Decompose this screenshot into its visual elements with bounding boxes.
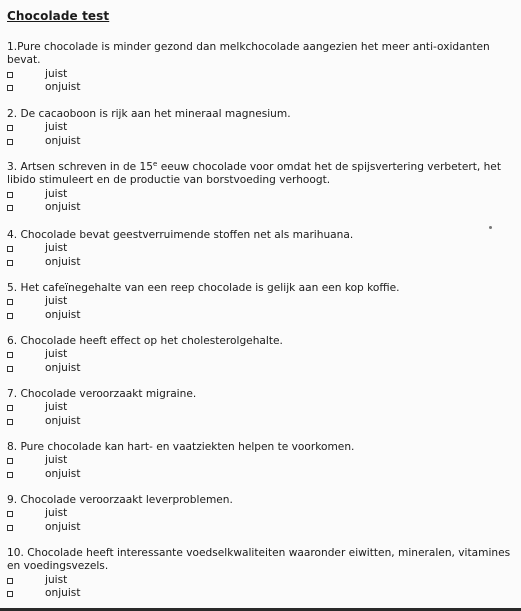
checkbox-icon[interactable] [7, 366, 13, 372]
option-label: juist [45, 67, 68, 80]
option-onjuist[interactable] [7, 256, 512, 269]
question-text: 9. Chocolade veroorzaakt leverproblemen. [7, 494, 233, 506]
question-1 [7, 41, 512, 95]
checkbox-icon[interactable] [7, 205, 13, 211]
option-label: onjuist [45, 255, 81, 268]
question-text: 2. De cacaoboon is rijk aan het mineraal magnesium. [7, 108, 291, 120]
option-label: juist [45, 242, 68, 255]
checkbox-icon[interactable] [7, 192, 13, 198]
question-8 [7, 441, 512, 481]
question-text: 4. Chocolade bevat geestverruimende stoffen net als marihuana. [7, 229, 354, 241]
checkbox-icon[interactable] [7, 72, 13, 78]
option-juist[interactable] [7, 401, 512, 414]
checkbox-icon[interactable] [7, 405, 13, 411]
checkbox-icon[interactable] [7, 472, 13, 478]
option-juist[interactable] [7, 188, 512, 201]
question-text: 5. Het cafeïnegehalte van een reep chocolade is gelijk aan een kop koffie. [7, 282, 400, 294]
option-label: onjuist [45, 587, 81, 600]
question-text: 1.Pure chocolade is minder gezond dan melkchocolade aangezien het meer anti-oxidanten bevat. [7, 41, 490, 67]
option-label: onjuist [45, 467, 81, 480]
option-onjuist[interactable] [7, 135, 512, 148]
option-label: onjuist [45, 134, 81, 147]
question-5 [7, 282, 512, 322]
option-juist[interactable] [7, 121, 512, 134]
checkbox-icon[interactable] [7, 419, 13, 425]
question-text: 10. Chocolade heeft interessante voedselkwaliteiten waaronder eiwitten, mineralen, vitamines en voedingsvezels. [7, 547, 511, 573]
option-onjuist[interactable] [7, 415, 512, 428]
option-label: juist [45, 121, 68, 134]
scan-speck [489, 226, 492, 229]
option-label: onjuist [45, 361, 81, 374]
option-label: juist [45, 348, 68, 361]
checkbox-icon[interactable] [7, 511, 13, 517]
question-text: 3. Artsen schreven in de 15e eeuw chocolade voor omdat het de spijsvertering verbetert, het libido stimuleert en de productie van borstvoeding verhoogt. [7, 160, 501, 187]
option-label: onjuist [45, 520, 81, 533]
question-7 [7, 388, 512, 428]
option-onjuist[interactable] [7, 521, 512, 534]
checkbox-icon[interactable] [7, 139, 13, 145]
checkbox-icon[interactable] [7, 260, 13, 266]
checkbox-icon[interactable] [7, 85, 13, 91]
option-juist[interactable] [7, 242, 512, 255]
question-text: 6. Chocolade heeft effect op het cholesterolgehalte. [7, 335, 283, 347]
option-onjuist[interactable] [7, 468, 512, 481]
option-onjuist[interactable] [7, 362, 512, 375]
option-onjuist[interactable] [7, 587, 512, 600]
checkbox-icon[interactable] [7, 578, 13, 584]
question-10 [7, 547, 512, 601]
option-juist[interactable] [7, 68, 512, 81]
checkbox-icon[interactable] [7, 458, 13, 464]
option-juist[interactable] [7, 574, 512, 587]
question-text: 8. Pure chocolade kan hart- en vaatziekten helpen te voorkomen. [7, 441, 355, 453]
option-label: juist [45, 295, 68, 308]
question-text: 7. Chocolade veroorzaakt migraine. [7, 388, 197, 400]
option-label: onjuist [45, 81, 81, 94]
option-juist[interactable] [7, 295, 512, 308]
option-label: juist [45, 454, 68, 467]
question-6 [7, 335, 512, 375]
question-9 [7, 494, 512, 534]
option-juist[interactable] [7, 507, 512, 520]
checkbox-icon[interactable] [7, 525, 13, 531]
option-label: juist [45, 187, 68, 200]
checkbox-icon[interactable] [7, 313, 13, 319]
option-onjuist[interactable] [7, 309, 512, 322]
checkbox-icon[interactable] [7, 591, 13, 597]
option-label: juist [45, 507, 68, 520]
option-label: onjuist [45, 308, 81, 321]
option-onjuist[interactable] [7, 81, 512, 94]
option-label: juist [45, 401, 68, 414]
option-label: juist [45, 573, 68, 586]
question-2 [7, 108, 512, 148]
option-juist[interactable] [7, 454, 512, 467]
option-label: onjuist [45, 414, 81, 427]
checkbox-icon[interactable] [7, 299, 13, 305]
page-title: Chocolade test [7, 9, 110, 23]
checkbox-icon[interactable] [7, 352, 13, 358]
option-label: onjuist [45, 201, 81, 214]
option-onjuist[interactable] [7, 201, 512, 214]
option-juist[interactable] [7, 348, 512, 361]
checkbox-icon[interactable] [7, 125, 13, 131]
question-3 [7, 161, 512, 215]
question-4 [7, 229, 512, 269]
checkbox-icon[interactable] [7, 246, 13, 252]
